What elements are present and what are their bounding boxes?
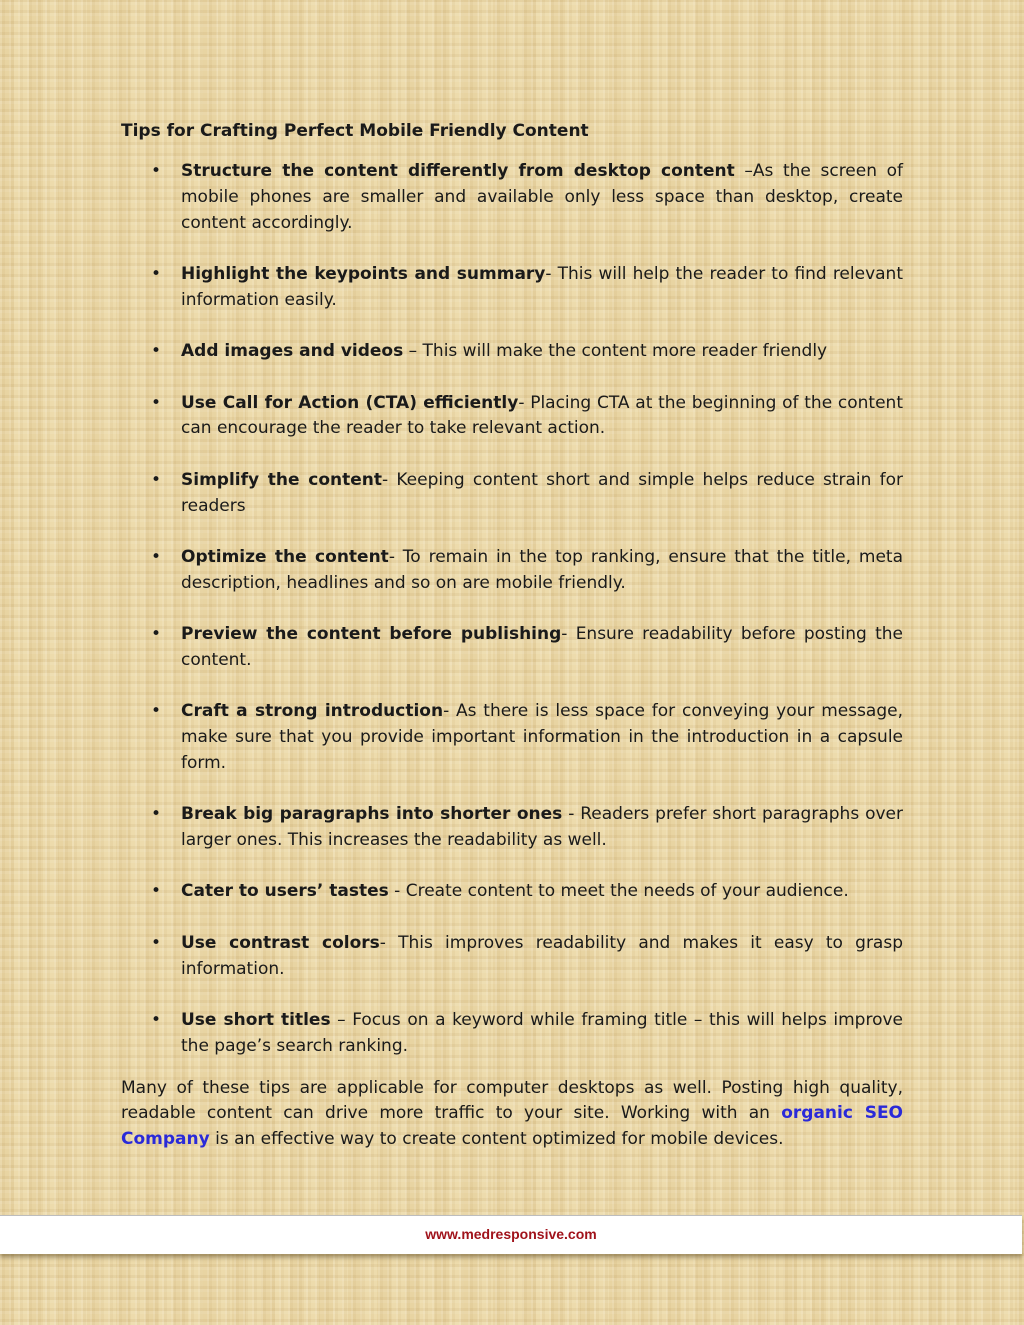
tip-title: Use Call for Action (CTA) efficiently	[181, 392, 519, 413]
tip-item	[121, 545, 903, 597]
tip-item	[121, 391, 903, 443]
tip-text: – This will make the content more reader friendly	[403, 341, 828, 362]
tip-item	[121, 1008, 903, 1060]
organic-seo-company-link[interactable]: organic SEO Company	[121, 1103, 904, 1150]
tip-item	[121, 802, 903, 854]
tip-text: - As there is less space for conveying your message, make sure that you provide important information in the introduction in a capsule form.	[181, 701, 903, 773]
tip-title: Use short titles	[181, 1010, 331, 1031]
tip-item	[121, 339, 903, 365]
tip-text: –As the screen of mobile phones are smaller and available only less space than desktop, create content accordingly.	[181, 161, 904, 233]
bullet-icon: •	[151, 701, 162, 722]
page-title: Tips for Crafting Perfect Mobile Friendly Content	[121, 121, 589, 141]
tip-text: - Ensure readability before posting the content.	[181, 624, 904, 670]
tip-text: - Readers prefer short paragraphs over larger ones. This increases the readability as well.	[181, 804, 903, 851]
tip-item	[121, 262, 903, 314]
bullet-icon: •	[151, 546, 162, 567]
tip-text: - To remain in the top ranking, ensure that the title, meta description, headlines and so on are mobile friendly.	[181, 546, 903, 593]
tip-text: - This will help the reader to find relevant information easily.	[181, 263, 903, 310]
tip-title: Add images and videos	[181, 341, 404, 362]
tip-title: Use contrast colors	[181, 932, 380, 953]
bullet-icon: •	[151, 392, 162, 413]
closing-paragraph	[121, 1076, 903, 1153]
tip-title: Craft a strong introduction	[181, 701, 444, 722]
tip-title: Simplify the content	[181, 469, 383, 490]
bullet-icon: •	[151, 881, 162, 902]
closing-text-before: Many of these tips are applicable for computer desktops as well. Posting high quality, readable content can drive more traffic to your site. Working with an	[121, 1077, 903, 1124]
bullet-icon: •	[151, 469, 162, 490]
tip-item	[121, 622, 903, 674]
bullet-icon: •	[151, 1010, 162, 1031]
tip-item	[121, 931, 903, 983]
tip-title: Cater to users’ tastes	[181, 881, 389, 902]
tip-item	[121, 879, 903, 905]
bullet-icon: •	[151, 161, 162, 181]
bullet-icon: •	[151, 932, 162, 953]
tip-title: Structure the content differently from desktop content	[181, 161, 735, 181]
tip-item	[121, 159, 903, 236]
tip-text: - Create content to meet the needs of your audience.	[388, 881, 849, 902]
tip-title: Highlight the keypoints and summary	[181, 263, 546, 284]
tip-text: - Placing CTA at the beginning of the content can encourage the reader to take relevant action.	[181, 392, 903, 439]
tip-title: Optimize the content	[181, 546, 389, 567]
bullet-icon: •	[151, 263, 162, 284]
footer-website-url[interactable]: www.medresponsive.com	[425, 1226, 597, 1242]
tip-text: – Focus on a keyword while framing title – this will helps improve the page’s search ranking.	[181, 1010, 903, 1056]
tip-item	[121, 699, 903, 776]
bullet-icon: •	[151, 804, 162, 825]
bullet-icon: •	[151, 624, 162, 645]
closing-text-after: is an effective way to create content optimized for mobile devices.	[209, 1129, 784, 1150]
document-body	[121, 119, 903, 1153]
tip-title: Preview the content before publishing	[181, 624, 562, 645]
tips-list	[121, 159, 903, 1060]
tip-item	[121, 468, 903, 520]
tip-text: - Keeping content short and simple helps reduce strain for readers	[181, 469, 903, 516]
tip-text: - This improves readability and makes it easy to grasp information.	[181, 932, 903, 979]
bullet-icon: •	[151, 341, 162, 362]
footer-bar	[0, 1215, 1022, 1254]
tip-title: Break big paragraphs into shorter ones	[181, 804, 563, 825]
